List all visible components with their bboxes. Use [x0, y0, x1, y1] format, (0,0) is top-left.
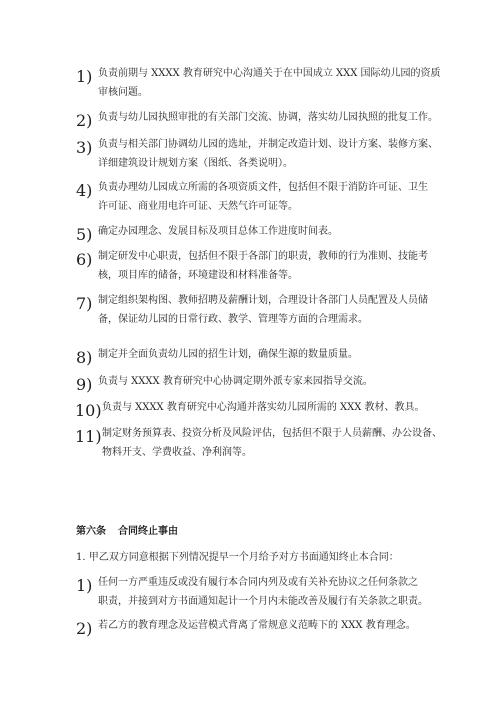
responsibility-number: 3) [76, 138, 93, 157]
responsibility-number: 2) [76, 111, 93, 130]
termination-clause-number: 1) [76, 576, 93, 595]
responsibility-number: 1) [76, 67, 93, 86]
responsibility-text-line: 核，项目库的储备，环境建设和材料准备等。 [98, 270, 298, 281]
responsibility-number: 8) [76, 348, 93, 367]
section-number: 第六条 [76, 526, 106, 537]
responsibility-text-line: 负责与相关部门协调幼儿园的选址，并制定改造计划、设计方案、装修方案、 [98, 139, 438, 150]
responsibility-text-line: 制定组织架构图、教师招聘及薪酬计划，合理设计各部门人员配置及人员储 [98, 295, 428, 306]
responsibility-text-line: 制定并全面负责幼儿园的招生计划，确保生源的数量质量。 [98, 349, 358, 360]
responsibility-number: 4) [76, 181, 93, 200]
responsibility-text-line: 备，保证幼儿园的日常行政、教学、管理等方面的合理需求。 [98, 314, 368, 325]
responsibility-text-line: 负责与幼儿园执照审批的有关部门交流、协调，落实幼儿园执照的批复工作。 [98, 112, 438, 123]
responsibility-number: 5) [76, 225, 93, 244]
responsibility-text-line: 制定研发中心职责，包括但不限于各部门的职责，教师的行为准则、技能考 [98, 251, 428, 262]
responsibility-text-line: 审核问题。 [98, 87, 148, 98]
responsibility-number: 7) [76, 294, 93, 313]
responsibility-text-line: 负责办理幼儿园成立所需的各项资质文件，包括但不限于消防许可证、卫生 [98, 182, 428, 193]
responsibility-number: 9) [76, 375, 93, 394]
responsibility-text-line: 负责前期与 XXXX 教育研究中心沟通关于在中国成立 XXX 国际幼儿园的资质 [98, 68, 441, 79]
responsibility-text-line: 确定办园理念、发展目标及项目总体工作进度时间表。 [98, 226, 338, 237]
section-title: 合同终止事由 [118, 526, 178, 537]
responsibility-text-line: 负责与 XXXX 教育研究中心沟通并落实幼儿园所需的 XXX 教材、教具。 [102, 402, 425, 413]
responsibility-number: 11) [75, 427, 102, 446]
section-heading [76, 525, 178, 539]
responsibility-text-line: 制定财务预算表、投资分析及风险评估，包括但不限于人员薪酬、办公设备、 [102, 428, 442, 439]
termination-clause-text-line: 职责，并接到对方书面通知起计一个月内未能改善及履行有关条款之职责。 [98, 596, 428, 607]
responsibility-number: 6) [76, 250, 93, 269]
termination-clause-number: 2) [76, 619, 93, 638]
termination-clause-text-line: 若乙方的教育理念及运营模式背离了常规意义范畴下的 XXX 教育理念。 [98, 620, 416, 631]
intro-text: 1. 甲乙双方同意根据下列情况提早一个月给予对方书面通知终止本合同： [76, 552, 399, 563]
responsibility-text-line: 许可证、商业用电许可证、天然气许可证等。 [98, 201, 298, 212]
responsibility-text-line: 负责与 XXXX 教育研究中心协调定期外派专家来园指导交流。 [98, 376, 373, 387]
termination-clause-text-line: 任何一方严重违反或没有履行本合同内列及或有关补充协议之任何条款之 [98, 577, 418, 588]
responsibility-text-line: 物料开支、学费收益、净利润等。 [102, 447, 252, 458]
responsibility-text-line: 详细建筑设计规划方案（图纸、各类说明）。 [98, 158, 293, 169]
responsibility-number: 10) [75, 401, 102, 420]
